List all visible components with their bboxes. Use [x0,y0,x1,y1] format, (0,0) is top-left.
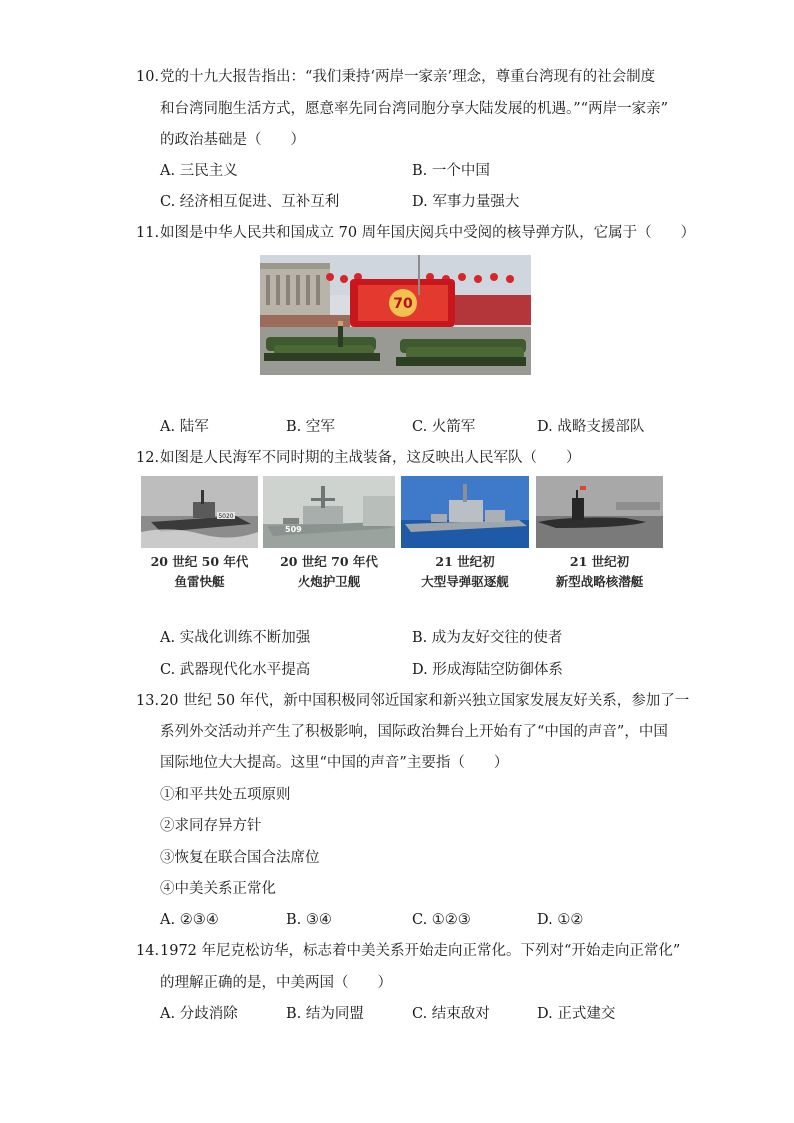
caption-era: 21 世纪初 [435,554,495,569]
option-a[interactable]: A. 分歧消除 [160,1006,238,1022]
caption-name: 火炮护卫舰 [297,574,361,589]
option-c[interactable]: C. ①②③ [412,912,471,928]
option-a[interactable]: A. 实战化训练不断加强 [160,630,311,646]
question-text-line: 如图是人民海军不同时期的主战装备，这反映出人民军队（ ） [160,450,581,466]
option-c[interactable]: C. 结束敌对 [412,1006,490,1022]
option-c[interactable]: C. 火箭军 [412,419,476,435]
destroyer-photo-icon [401,476,529,548]
question-text-line: 如图是中华人民共和国成立 70 周年国庆阅兵中受阅的核导弹方队，它属于（ ） [160,225,696,241]
option-d[interactable]: D. 军事力量强大 [412,194,520,210]
question-text-line: 1972 年尼克松访华，标志着中美关系开始走向正常化。下列对“开始走向正常化” [160,943,681,959]
question-text-line: 的理解正确的是，中美两国（ ） [160,975,392,991]
option-a[interactable]: A. 陆军 [160,419,209,435]
option-d[interactable]: D. ①② [537,912,584,928]
photo-caption [401,552,529,592]
question-text-line: 党的十九大报告指出：“我们秉持‘两岸一家亲’理念，尊重台湾现有的社会制度 [160,69,656,85]
caption-name: 大型导弹驱逐舰 [421,574,509,589]
caption-era: 20 世纪 50 年代 [150,554,249,569]
question-number: 13. [136,693,160,709]
question-number: 12. [136,450,160,466]
question-number: 14. [136,943,160,959]
option-d[interactable]: D. 形成海陆空防御体系 [412,662,563,678]
photo-caption [141,552,258,592]
torpedo-boat-photo-icon [141,476,258,548]
anniversary-badge: 70 [393,296,413,312]
option-d[interactable]: D. 战略支援部队 [537,419,645,435]
submarine-photo-icon [536,476,663,548]
option-b[interactable]: B. 空军 [286,419,335,435]
question-text-line: 国际地位大大提高。这里“中国的声音”主要指（ ） [160,755,509,771]
caption-name: 鱼雷快艇 [174,574,225,589]
question-number: 11. [136,225,160,241]
option-a[interactable]: A. ②③④ [160,912,219,928]
question-text-line: 系列外交活动并产生了积极影响，国际政治舞台上开始有了“中国的声音”，中国 [160,724,668,740]
option-a[interactable]: A. 三民主义 [160,163,238,179]
hull-number: 5020 [218,513,234,520]
question-number: 10. [136,69,160,85]
photo-caption [263,552,395,592]
option-b[interactable]: B. 成为友好交往的使者 [412,630,563,646]
option-b[interactable]: B. ③④ [286,912,332,928]
statement-item: ②求同存异方针 [160,818,262,834]
military-parade-photo-icon [260,255,531,375]
hull-number: 509 [285,525,302,534]
statement-item: ③恢复在联合国合法席位 [160,850,320,866]
caption-era: 20 世纪 70 年代 [280,554,378,569]
question-text-line: 和台湾同胞生活方式，愿意率先同台湾同胞分享大陆发展的机遇。”“两岸一家亲” [160,101,668,117]
statement-item: ①和平共处五项原则 [160,787,291,803]
frigate-photo-icon [263,476,395,548]
photo-caption [536,552,663,592]
statement-item: ④中美关系正常化 [160,881,276,897]
option-b[interactable]: B. 一个中国 [412,163,490,179]
option-b[interactable]: B. 结为同盟 [286,1006,364,1022]
question-text-line: 的政治基础是（ ） [160,132,305,148]
caption-name: 新型战略核潜艇 [555,574,644,589]
caption-era: 21 世纪初 [569,554,630,569]
option-c[interactable]: C. 武器现代化水平提高 [160,662,311,678]
option-c[interactable]: C. 经济相互促进、互补互利 [160,194,340,210]
question-text-line: 20 世纪 50 年代，新中国积极同邻近国家和新兴独立国家发展友好关系，参加了一 [160,693,690,709]
option-d[interactable]: D. 正式建交 [537,1006,616,1022]
